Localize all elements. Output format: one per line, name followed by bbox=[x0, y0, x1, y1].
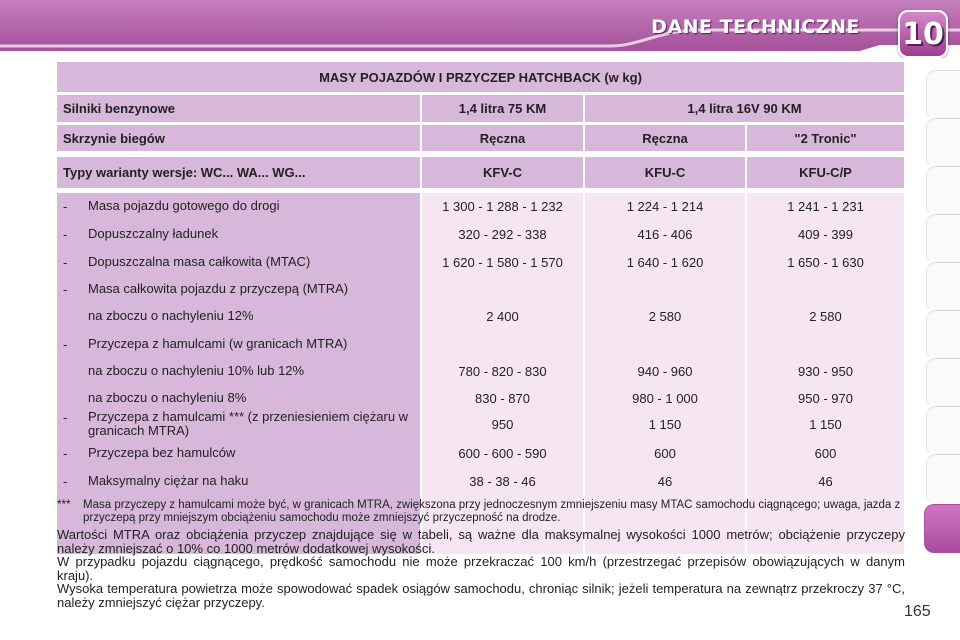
row-value-3: 1 650 - 1 630 bbox=[787, 255, 864, 270]
chapter-tab[interactable] bbox=[926, 358, 960, 407]
chapter-tab[interactable] bbox=[926, 214, 960, 263]
notes bbox=[57, 528, 905, 609]
types-label: Typy warianty wersje: WC... WA... WG... bbox=[57, 157, 420, 188]
gearbox-3: "2 Tronic" bbox=[747, 125, 904, 151]
row-value-3: 930 - 950 bbox=[798, 364, 853, 379]
types-row bbox=[57, 157, 904, 188]
row-label: Masa pojazdu gotowego do drogi bbox=[88, 198, 280, 213]
chapter-tab-active[interactable] bbox=[924, 504, 960, 553]
engine-2: 1,4 litra 16V 90 KM bbox=[585, 95, 904, 122]
row-value-2: 416 - 406 bbox=[637, 227, 693, 242]
chapter-tab[interactable] bbox=[926, 118, 960, 167]
row-bullet: - bbox=[63, 282, 68, 297]
row-value-3: 46 bbox=[818, 474, 833, 489]
gearbox-2: Ręczna bbox=[585, 125, 745, 151]
row-bullet: - bbox=[63, 474, 68, 489]
row-label: Przyczepa bez hamulców bbox=[88, 445, 236, 460]
row-value-2: 46 bbox=[657, 474, 673, 489]
row-bullet: - bbox=[63, 410, 68, 425]
row-value-2: 2 580 bbox=[648, 309, 682, 324]
row-label: Przyczepa z hamulcami *** (z przeniesieniem ciężaru w granicach MTRA) bbox=[88, 409, 409, 438]
row-value-3: 950 - 970 bbox=[798, 391, 853, 406]
chapter-tab-strip bbox=[926, 70, 960, 630]
row-value-3: 1 150 bbox=[809, 417, 842, 432]
row-label: Maksymalny ciężar na haku bbox=[88, 473, 249, 488]
page-title: DANE TECHNICZNE bbox=[651, 16, 860, 38]
row-value-3: 2 580 bbox=[809, 309, 842, 324]
row-bullet: - bbox=[63, 337, 68, 352]
chapter-tab[interactable] bbox=[926, 70, 960, 119]
row-value-1: 2 400 bbox=[486, 309, 519, 324]
row-bullet: - bbox=[63, 199, 68, 214]
row-value-3: 600 bbox=[814, 446, 837, 461]
row-label: Dopuszczalna masa całkowita (MTAC) bbox=[88, 254, 311, 269]
row-value-1: 830 - 870 bbox=[475, 391, 530, 406]
row-value-2: 600 bbox=[654, 446, 676, 461]
chapter-tab[interactable] bbox=[926, 454, 960, 503]
row-bullet: - bbox=[63, 227, 68, 242]
gearbox-1: Ręczna bbox=[422, 125, 583, 151]
engines-label: Silniki benzynowe bbox=[57, 95, 420, 122]
row-bullet: - bbox=[63, 255, 68, 270]
type-1: KFV-C bbox=[422, 157, 583, 188]
note-paragraph: Wysoka temperatura powietrza może spowodować spadek osiągów samochodu, chroniąc silnik; jeżeli temperatura na zewnątrz przekroczy 37 °C, należy zmniejszyć ciężar przyczepy. bbox=[57, 581, 905, 610]
type-2: KFU-C bbox=[585, 157, 745, 188]
row-value-1: 780 - 820 - 830 bbox=[458, 364, 547, 379]
row-value-1: 1 620 - 1 580 - 1 570 bbox=[442, 255, 563, 270]
row-value-2: 1 640 - 1 620 bbox=[626, 255, 704, 270]
chapter-badge: 10 bbox=[898, 10, 948, 58]
row-value-1: 38 - 38 - 46 bbox=[469, 474, 536, 489]
row-value-2: 980 - 1 000 bbox=[632, 391, 698, 406]
footnote-marker: *** bbox=[57, 499, 71, 511]
row-value-1: 950 bbox=[491, 417, 514, 432]
page-number: 165 bbox=[904, 603, 931, 620]
row-value-2: 1 224 - 1 214 bbox=[626, 199, 704, 214]
note-paragraph: Wartości MTRA oraz obciążenia przyczep znajdujące się w tabeli, są ważne dla maksymalnej wysokości 1000 metrów; obciążenie przyczepy należy zmniejszać o 10% co 1000 metrów dodatkowej wysokości. bbox=[57, 527, 905, 556]
note-paragraph: W przypadku pojazdu ciągnącego, prędkość samochodu nie może przekraczać 100 km/h (przestrzegać przepisów obowiązujących w danym kraju). bbox=[57, 554, 905, 583]
gearbox-label: Skrzynie biegów bbox=[57, 125, 420, 151]
footnote-text: Masa przyczepy z hamulcami może być, w granicach MTRA, zwiększona przy jednoczesnym zmniejszeniu masy MTAC samochodu ciągnącego; uwaga, jazda z przyczepą przy mniejszym obciążeniu samochodu może zmniejszyć przyczepność na drodze. bbox=[83, 499, 901, 524]
chapter-tab[interactable] bbox=[926, 310, 960, 359]
row-value-2: 1 150 bbox=[648, 417, 682, 432]
row-label: na zboczu o nachyleniu 12% bbox=[88, 308, 254, 323]
row-value-3: 1 241 - 1 231 bbox=[787, 199, 864, 214]
row-label: Przyczepa z hamulcami (w granicach MTRA) bbox=[88, 336, 348, 351]
row-label: Masa całkowita pojazdu z przyczepą (MTRA) bbox=[88, 281, 349, 296]
gearbox-row bbox=[57, 125, 904, 151]
row-label: na zboczu o nachyleniu 8% bbox=[88, 390, 247, 405]
row-value-1: 1 300 - 1 288 - 1 232 bbox=[442, 199, 563, 214]
chapter-tab[interactable] bbox=[926, 166, 960, 215]
row-value-3: 409 - 399 bbox=[798, 227, 853, 242]
chapter-tab[interactable] bbox=[926, 406, 960, 455]
row-label: na zboczu o nachyleniu 10% lub 12% bbox=[88, 363, 305, 378]
table-title-row bbox=[57, 62, 904, 92]
type-3: KFU-C/P bbox=[747, 157, 904, 188]
header-band bbox=[0, 0, 960, 58]
row-value-2: 940 - 960 bbox=[637, 364, 693, 379]
row-value-1: 600 - 600 - 590 bbox=[458, 446, 547, 461]
chapter-tab[interactable] bbox=[926, 262, 960, 311]
row-value-1: 320 - 292 - 338 bbox=[458, 227, 547, 242]
row-label: Dopuszczalny ładunek bbox=[88, 226, 219, 241]
engine-1: 1,4 litra 75 KM bbox=[422, 95, 583, 122]
row-bullet: - bbox=[63, 446, 68, 461]
engines-row bbox=[57, 95, 904, 122]
table-title: MASY POJAZDÓW I PRZYCZEP HATCHBACK (w kg) bbox=[57, 62, 904, 92]
